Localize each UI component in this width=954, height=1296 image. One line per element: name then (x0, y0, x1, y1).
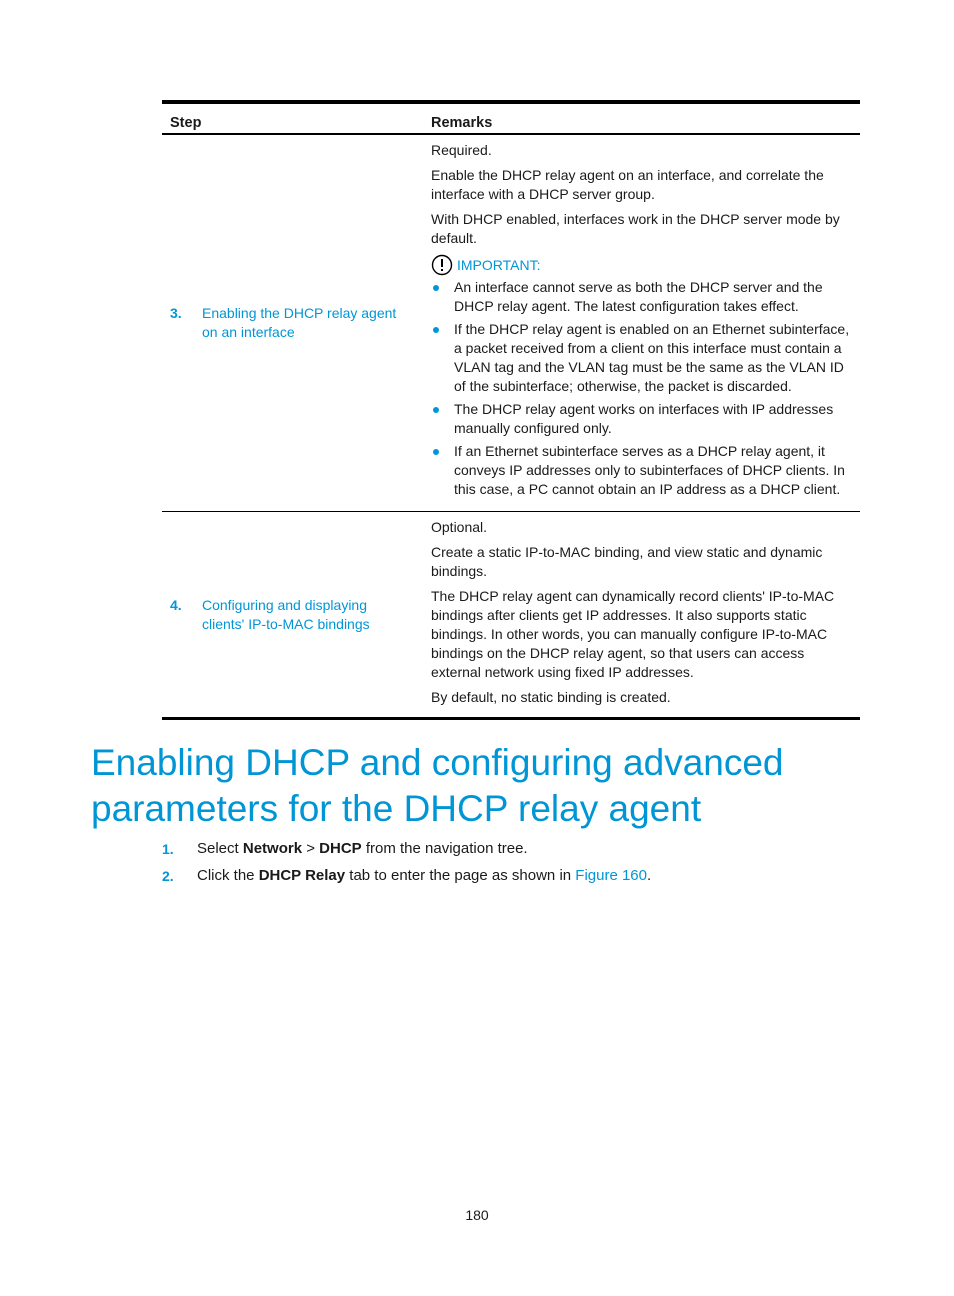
step-link-enable-relay[interactable]: Enabling the DHCP relay agent on an interface (202, 305, 397, 340)
list-item: The DHCP relay agent works on interfaces with IP addresses manually configured only. (431, 400, 854, 438)
column-header-remarks: Remarks (423, 102, 860, 134)
remark-paragraph: With DHCP enabled, interfaces work in the DHCP server mode by default. (431, 211, 840, 246)
figure-link[interactable]: Figure 160 (575, 867, 647, 884)
list-item: If the DHCP relay agent is enabled on an Ethernet subinterface, a packet received from a client on this interface must contain a VLAN tag and the VLAN tag must be the same as the VLAN ID of the subinterface; otherwise, the packet is discarded. (431, 320, 854, 396)
procedure-step (162, 865, 862, 887)
important-bullet-list (431, 278, 854, 499)
remark-paragraph: By default, no static binding is created. (431, 689, 671, 705)
steps-table (162, 100, 860, 720)
remark-paragraph: Create a static IP-to-MAC binding, and view static and dynamic bindings. (431, 544, 823, 579)
important-label: IMPORTANT: (457, 256, 541, 273)
procedure-step-text: Select Network > DHCP from the navigation tree. (197, 840, 528, 857)
step-number: 4. (170, 596, 182, 613)
list-item: If an Ethernet subinterface serves as a DHCP relay agent, it conveys IP addresses only to subinterfaces of DHCP clients. In this case, a PC cannot obtain an IP address as a DHCP client. (431, 442, 854, 499)
remark-paragraph: Enable the DHCP relay agent on an interface, and correlate the interface with a DHCP server group. (431, 167, 824, 202)
bullet-dot-icon (433, 407, 439, 413)
procedure-step (162, 838, 862, 860)
column-header-step: Step (162, 102, 423, 134)
bullet-dot-icon (433, 285, 439, 291)
menu-path-network: Network (242, 840, 303, 857)
table-row (162, 134, 860, 512)
procedure-step-number: 1. (162, 841, 174, 857)
step-number: 3. (170, 305, 182, 321)
remark-paragraph: The DHCP relay agent can dynamically record clients' IP-to-MAC bindings after clients get IP addresses. It also supports static bindings. In other words, you can manually configure IP-to-MAC bindings on the DHCP relay agent, so that users can access external network using fixed IP addresses. (431, 588, 835, 680)
steps-table-container (162, 100, 860, 720)
step-cell (162, 512, 423, 719)
page-number: 180 (465, 1207, 489, 1223)
exclamation-circle-icon (431, 254, 453, 276)
procedure-step-text: Click the DHCP Relay tab to enter the page as shown in Figure 160. (197, 867, 652, 884)
remarks-cell (423, 134, 860, 512)
section-title: Enabling DHCP and configuring advanced parameters for the DHCP relay agent (91, 742, 784, 829)
list-item: An interface cannot serve as both the DHCP server and the DHCP relay agent. The latest configuration takes effect. (431, 278, 854, 316)
tab-name-dhcp-relay: DHCP Relay (258, 867, 346, 884)
procedure-step-number: 2. (162, 868, 174, 884)
remarks-cell (423, 512, 860, 719)
table-header-row (162, 102, 860, 134)
procedure-list (162, 838, 862, 892)
important-note (431, 254, 854, 276)
remark-paragraph: Optional. (431, 519, 488, 535)
table-row (162, 512, 860, 719)
remark-paragraph: Required. (431, 142, 492, 158)
bullet-dot-icon (433, 327, 439, 333)
step-link-ip-mac-bindings[interactable]: Configuring and displaying clients' IP-to-MAC bindings (202, 596, 370, 632)
menu-path-dhcp: DHCP (319, 840, 362, 857)
bullet-dot-icon (433, 449, 439, 455)
step-cell (162, 134, 423, 512)
